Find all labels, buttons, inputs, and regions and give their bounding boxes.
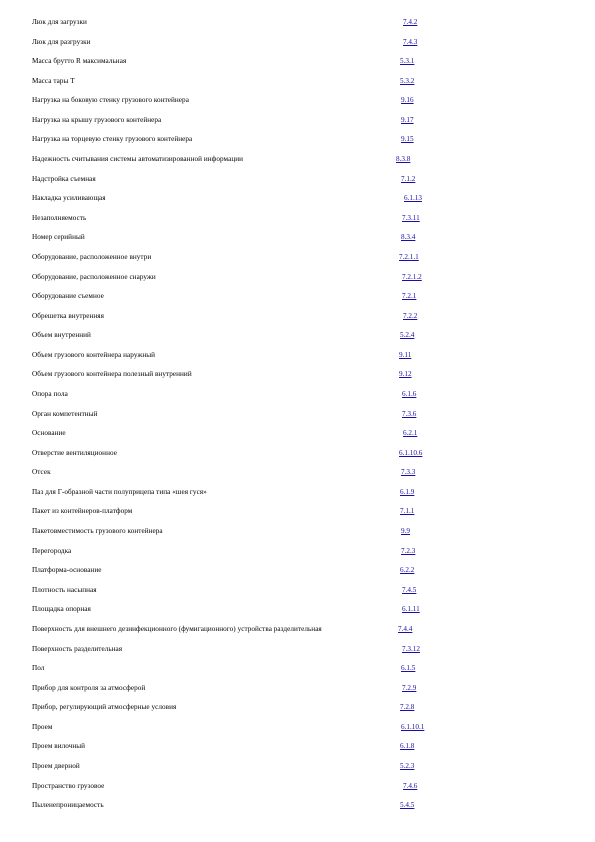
index-ref-link[interactable]: 8.3.8 <box>396 155 411 164</box>
index-ref-link[interactable]: 6.1.9 <box>400 487 415 496</box>
index-term: Люк для разгрузки <box>32 37 91 46</box>
index-term: Пакетовместимость грузового контейнера <box>32 527 163 536</box>
index-ref-link[interactable]: 6.1.5 <box>401 664 416 673</box>
index-term: Оборудование, расположенное внутри <box>32 252 152 261</box>
index-entry <box>0 464 595 484</box>
index-entry <box>0 151 595 171</box>
index-entry <box>0 797 595 817</box>
index-term: Отсек <box>32 468 51 477</box>
index-entry <box>0 503 595 523</box>
index-entry <box>0 229 595 249</box>
index-term: Площадка опорная <box>32 605 91 614</box>
index-entry <box>0 758 595 778</box>
index-term: Обрешетка внутренняя <box>32 311 105 320</box>
index-term: Проем дверной <box>32 761 80 770</box>
index-ref-link[interactable]: 6.1.10.6 <box>399 448 423 457</box>
index-entry <box>0 484 595 504</box>
index-term: Номер серийный <box>32 233 85 242</box>
index-term: Объем грузового контейнера полезный внутренний <box>32 370 192 379</box>
index-entry <box>0 249 595 269</box>
index-term: Масса брутто R максимальная <box>32 57 127 66</box>
index-ref-link[interactable]: 7.2.1 <box>402 292 417 301</box>
index-ref-link[interactable]: 7.2.1.1 <box>399 252 419 261</box>
index-ref-link[interactable]: 9.17 <box>401 115 414 124</box>
index-ref-link[interactable]: 5.2.3 <box>400 761 415 770</box>
index-term: Плотность насыпная <box>32 585 97 594</box>
index-term: Опора пола <box>32 389 68 398</box>
index-ref-link[interactable]: 7.3.3 <box>401 468 416 477</box>
index-term: Накладка усиливающая <box>32 194 106 203</box>
index-term: Прибор, регулирующий атмосферные условия <box>32 703 177 712</box>
index-entry <box>0 406 595 426</box>
index-ref-link[interactable]: 7.4.2 <box>403 18 418 26</box>
index-ref-link[interactable]: 7.4.4 <box>398 624 413 633</box>
index-entry <box>0 543 595 563</box>
index-term: Прибор для контроля за атмосферой <box>32 683 146 692</box>
index-term: Надстройка съемная <box>32 174 96 183</box>
index-entry <box>0 778 595 798</box>
index-entry <box>0 601 595 621</box>
index-ref-link[interactable]: 9.11 <box>399 350 412 359</box>
index-entry <box>0 445 595 465</box>
index-term: Отверстие вентиляционное <box>32 448 117 457</box>
index-ref-link[interactable]: 7.1.1 <box>400 507 415 516</box>
index-term: Проем <box>32 722 53 731</box>
index-ref-link[interactable]: 7.2.1.2 <box>402 272 422 281</box>
index-entry <box>0 112 595 132</box>
index-ref-link[interactable]: 6.1.6 <box>402 389 417 398</box>
index-entry <box>0 425 595 445</box>
index-entry <box>0 347 595 367</box>
index-ref-link[interactable]: 7.2.3 <box>401 546 416 555</box>
index-entry <box>0 719 595 739</box>
index-entry <box>0 14 595 34</box>
index-ref-link[interactable]: 7.1.2 <box>401 174 416 183</box>
index-term: Основание <box>32 429 66 438</box>
index-term: Паз для Г-образной части полуприцепа типа «шея гуся» <box>32 487 207 496</box>
index-entry <box>0 210 595 230</box>
index-term: Нагрузка на боковую стенку грузового контейнера <box>32 96 189 105</box>
index-ref-link[interactable]: 9.16 <box>401 96 414 105</box>
index-ref-link[interactable]: 5.4.5 <box>400 801 415 810</box>
index-term: Надежность считывания системы автоматизированной информации <box>32 155 244 164</box>
index-ref-link[interactable]: 8.3.4 <box>401 233 416 242</box>
index-entry <box>0 738 595 758</box>
index-entry <box>0 288 595 308</box>
index-entry <box>0 53 595 73</box>
index-ref-link[interactable]: 6.1.10.1 <box>401 722 425 731</box>
index-term: Поверхность разделительная <box>32 644 123 653</box>
term-index-list <box>0 14 595 817</box>
index-term: Нагрузка на крышу грузового контейнера <box>32 115 162 124</box>
index-ref-link[interactable]: 7.2.8 <box>400 703 415 712</box>
index-term: Оборудование, расположенное снаружи <box>32 272 156 281</box>
index-ref-link[interactable]: 6.1.11 <box>402 605 420 614</box>
index-entry <box>0 73 595 93</box>
index-ref-link[interactable]: 7.2.2 <box>403 311 418 320</box>
index-ref-link[interactable]: 5.3.1 <box>400 57 415 66</box>
index-term: Оборудование съемное <box>32 292 104 301</box>
index-entry <box>0 269 595 289</box>
index-ref-link[interactable]: 9.12 <box>399 370 412 379</box>
index-entry <box>0 386 595 406</box>
index-term: Перегородка <box>32 546 72 555</box>
index-ref-link[interactable]: 7.4.3 <box>403 37 418 46</box>
index-entry <box>0 582 595 602</box>
index-term: Масса тары T <box>32 76 75 85</box>
index-ref-link[interactable]: 9.9 <box>401 527 410 536</box>
index-term: Объем внутренний <box>32 331 91 340</box>
index-term: Пол <box>32 664 45 673</box>
index-ref-link[interactable]: 6.1.13 <box>404 194 422 203</box>
index-term: Платформа-основание <box>32 566 102 575</box>
index-entry <box>0 171 595 191</box>
index-term: Пакет из контейнеров-платформ <box>32 507 133 516</box>
index-entry <box>0 366 595 386</box>
index-ref-link[interactable]: 6.2.1 <box>403 429 418 438</box>
index-term: Пространство грузовое <box>32 781 105 790</box>
index-entry <box>0 523 595 543</box>
index-ref-link[interactable]: 7.3.6 <box>402 409 417 418</box>
index-entry <box>0 92 595 112</box>
index-entry <box>0 308 595 328</box>
index-ref-link[interactable]: 7.3.12 <box>402 644 420 653</box>
index-ref-link[interactable]: 6.2.2 <box>400 566 415 575</box>
index-term: Нагрузка на торцевую стенку грузового контейнера <box>32 135 193 144</box>
index-ref-link[interactable]: 7.3.11 <box>402 213 420 222</box>
index-entry <box>0 190 595 210</box>
index-ref-link[interactable]: 7.4.6 <box>403 781 418 790</box>
index-ref-link[interactable]: 6.1.8 <box>400 742 415 751</box>
index-term: Проем вилочный <box>32 742 86 751</box>
index-entry <box>0 699 595 719</box>
index-entry <box>0 621 595 641</box>
index-entry <box>0 562 595 582</box>
index-term: Орган компетентный <box>32 409 98 418</box>
index-ref-link[interactable]: 9.15 <box>401 135 414 144</box>
index-term: Объем грузового контейнера наружный <box>32 350 156 359</box>
index-entry <box>0 131 595 151</box>
index-ref-link[interactable]: 7.2.9 <box>402 683 417 692</box>
index-term: Люк для загрузки <box>32 18 87 26</box>
index-entry <box>0 327 595 347</box>
index-term: Поверхность для внешнего дезинфекционного (фумигационного) устройства разделительная <box>32 624 322 633</box>
index-entry <box>0 34 595 54</box>
index-ref-link[interactable]: 5.2.4 <box>400 331 415 340</box>
index-entry <box>0 680 595 700</box>
index-entry <box>0 660 595 680</box>
index-entry <box>0 641 595 661</box>
index-ref-link[interactable]: 7.4.5 <box>402 585 417 594</box>
index-term: Незаполняемость <box>32 213 87 222</box>
index-ref-link[interactable]: 5.3.2 <box>400 76 415 85</box>
index-term: Пыленепроницаемость <box>32 801 104 810</box>
